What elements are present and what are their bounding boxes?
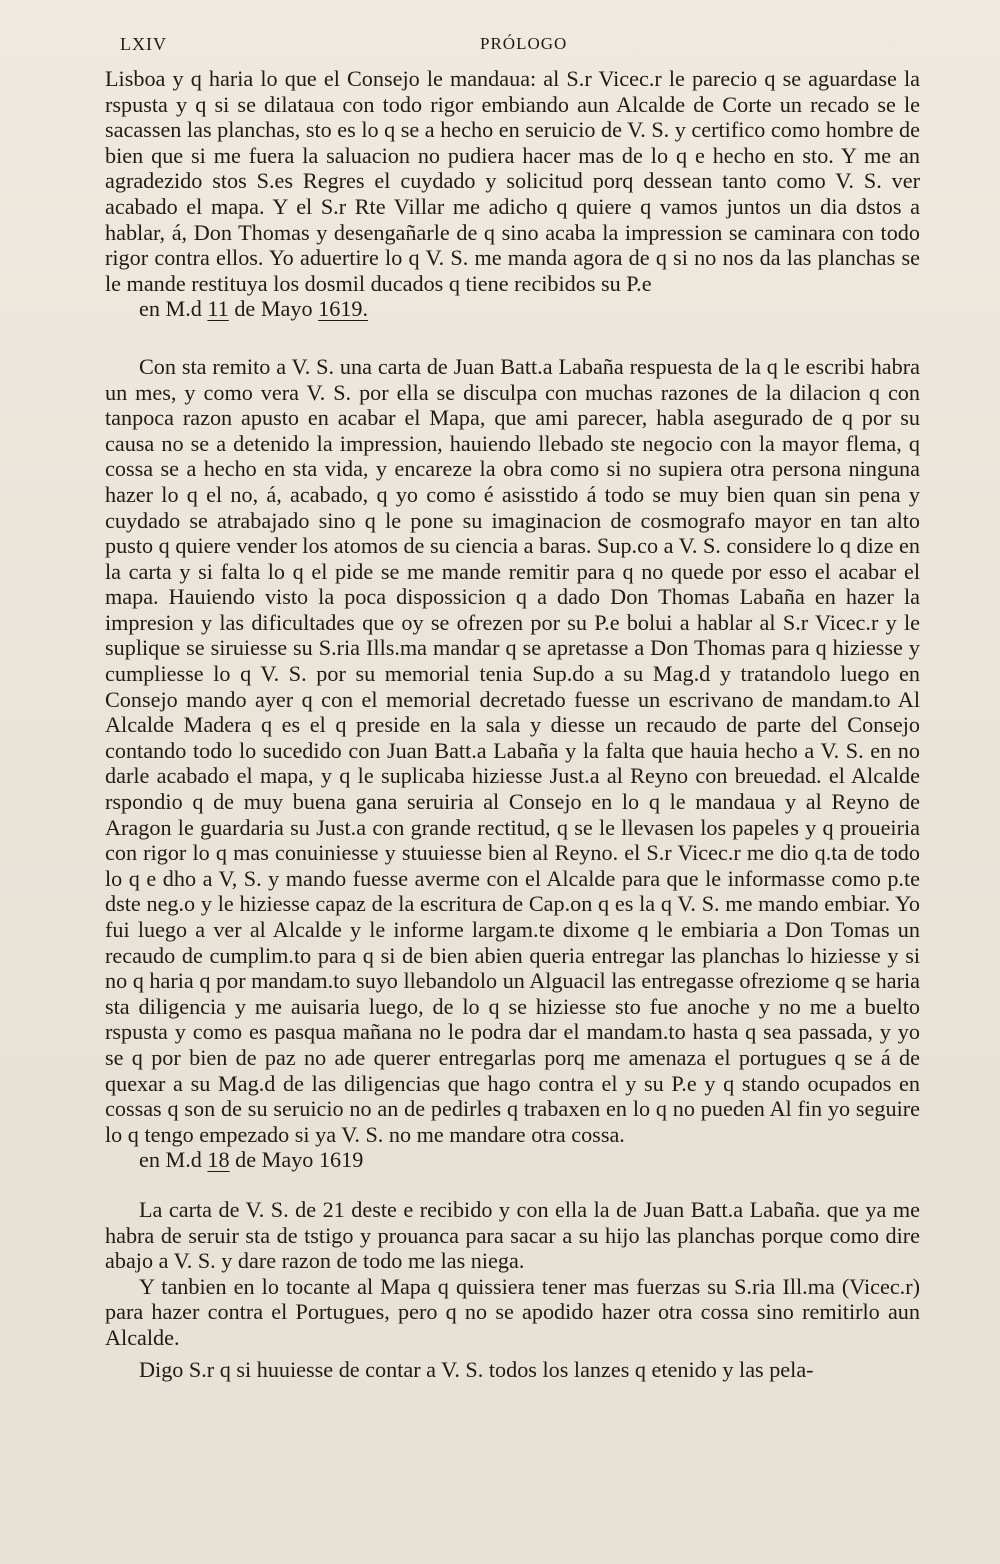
letter-3-paragraph-1: La carta de V. S. de 21 deste e recibido y con ella la de Juan Batt.a Labaña. que ya me habra de seruir sta de tstigo y prouanca para sacar a su hijo las planchas porque como dire abajo a V. S. y dare razon de todo me las niega. xyxy=(105,1196,920,1274)
letter-1-text: Lisboa y q haria lo que el Consejo le mandaua: al S.r Vicec.r le parecio q se aguardase la rspusta y q si se dilataua con todo rigor embiando aun Alcalde de Corte un recado se le sacassen las planchas, sto es lo q se a hecho en seruicio de V. S. y certifico como hombre de bien que si me fuera la saluacion no pudiera hacer mas de lo q e hecho en sto. Y me an agradezido stos S.es Regres el cuydado y solicitud porq dessean tanto como V. S. ver acabado el mapa. Y el S.r Rte Villar me adicho q quiere q vamos juntos un dia dstos a hablar, á, Don Thomas y desengañarle de q sino acaba la impression se caminara con todo rigor contra ellos. Yo aduertire lo q V. S. me manda agora de q si no nos da las planchas se le mande restituya los dosmil ducados q tiene recibidos su P.e xyxy=(105,66,920,296)
dateline-year: 1619 xyxy=(318,1147,364,1173)
dateline-prefix: en M.d xyxy=(139,1147,202,1173)
dateline-day: 18 xyxy=(207,1147,230,1173)
dateline-month: de Mayo xyxy=(235,1147,314,1173)
body-text xyxy=(105,66,920,1382)
letter-1-dateline xyxy=(105,296,920,322)
letter-3 xyxy=(105,1197,920,1382)
dateline-year: 1619. xyxy=(318,296,369,322)
running-head xyxy=(120,34,910,58)
page-number: LXIV xyxy=(120,34,167,54)
dateline-day: 11 xyxy=(207,296,229,322)
section-gap xyxy=(105,1173,920,1197)
letter-3-paragraph-2: Y tanbien en lo tocante al Mapa q quissiera tener mas fuerzas su S.ria Ill.ma (Vicec.r) para hazer contra el Portugues, pero q no se apodido hazer otra cossa sino remitirlo aun Alcalde. xyxy=(105,1273,920,1350)
letter-2-text: Con sta remito a V. S. una carta de Juan Batt.a Labaña respuesta de la q le escribi habra un mes, y como vera V. S. por ella se disculpa con muchas razones de la dilacion q con tanpoca razon apusto en acabar el Mapa, que ami parecer, habla asegurado de q por su causa no se a detenido la impression, hauiendo llebado ste negocio con la mayor flema, q cossa se a hecho en sta vida, y encareze la obra como si no supiera otra persona ninguna hazer lo q el no, á, acabado, q yo como é asisstido á todo se muy bien quan sin pena y cuydado se atrabajado sino q le pone su imaginacion de cosmografo mayor en tan alto pusto q quiere vender los atomos de su ciencia a baras. Sup.co a V. S. considere lo q dize en la carta y si falta lo q el pide se me mande remitir para q no quede por esso el acabar el mapa. Hauiendo visto la poca dispossicion q a dado Don Thomas Labaña en hazer la impresion y las dificultades que oy se ofrezen por su P.e bolui a hablar al S.r Vicec.r y le suplique se siruiesse su S.ria Ills.ma mandar q se apretasse a Don Thomas para q hiziesse y cumpliesse lo q V. S. por su memorial tenia Sup.do a su Mag.d y tratandolo luego en Consejo mando ayer q con el memorial decretado fuesse un escrivano de mandam.to Al Alcalde Madera q es el q preside en la sala y diesse un recaudo de parte del Consejo contando todo lo sucedido con Juan Batt.a Labaña y la falta que hauia hecho a V. S. en no darle acabado el mapa, y q le suplicaba hiziesse Just.a al Reyno con breuedad. el Alcalde rspondio q de muy buena gana seruiria al Consejo en lo q le mandaua y al Reyno de Aragon le guardaria su Just.a con grande rectitud, q se le llevasen los papeles y q proueiria con rigor lo q mas conuiniesse y stuuiesse bien al Reyno. el S.r Vicec.r me dio q.ta de todo lo q e dho a V, S. y mando fuesse averme con el Alcalde para que le informasse como p.te dste neg.o y le hiziesse capaz de la escritura de Cap.on q es la q V. S. me mando embiar. Yo fui luego a ver al Alcalde y le informe largam.te dixome q le embiaria a Don Tomas un recaudo de cumplim.to para q si de bien abien queria entregar las planchas lo hiziesse y si no q haria q por mandam.to suyo llebandolo un Alguacil las entregasse ofreziome q se haria sta diligencia y me auisaria luego, de lo q se hiziesse sto fue anoche y no me a buelto rspusta y como es pasqua mañana no le podra dar el mandam.to hasta q sea passada, y yo se q por bien de paz no ade querer entregarlas porq me amenaza el portugues q se á de quexar a su Mag.d de las diligencias que hago contra el y su P.e y q stando ocupados en cossas q son de su seruicio no an de pedirles q trabaxen en lo q no pueden Al fin yo seguire lo q tengo empezado si ya V. S. no me mandare otra cossa. xyxy=(105,353,920,1147)
running-title: PRÓLOGO xyxy=(480,34,568,53)
letter-2 xyxy=(105,354,920,1173)
letter-3-paragraph-3: Digo S.r q si huuiesse de contar a V. S. todos los lanzes q etenido y las pela- xyxy=(139,1356,814,1382)
dateline-prefix: en M.d xyxy=(139,296,202,322)
section-gap xyxy=(105,322,920,354)
letter-2-dateline xyxy=(105,1147,920,1173)
letter-1 xyxy=(105,66,920,322)
dateline-month: de Mayo xyxy=(234,296,313,322)
